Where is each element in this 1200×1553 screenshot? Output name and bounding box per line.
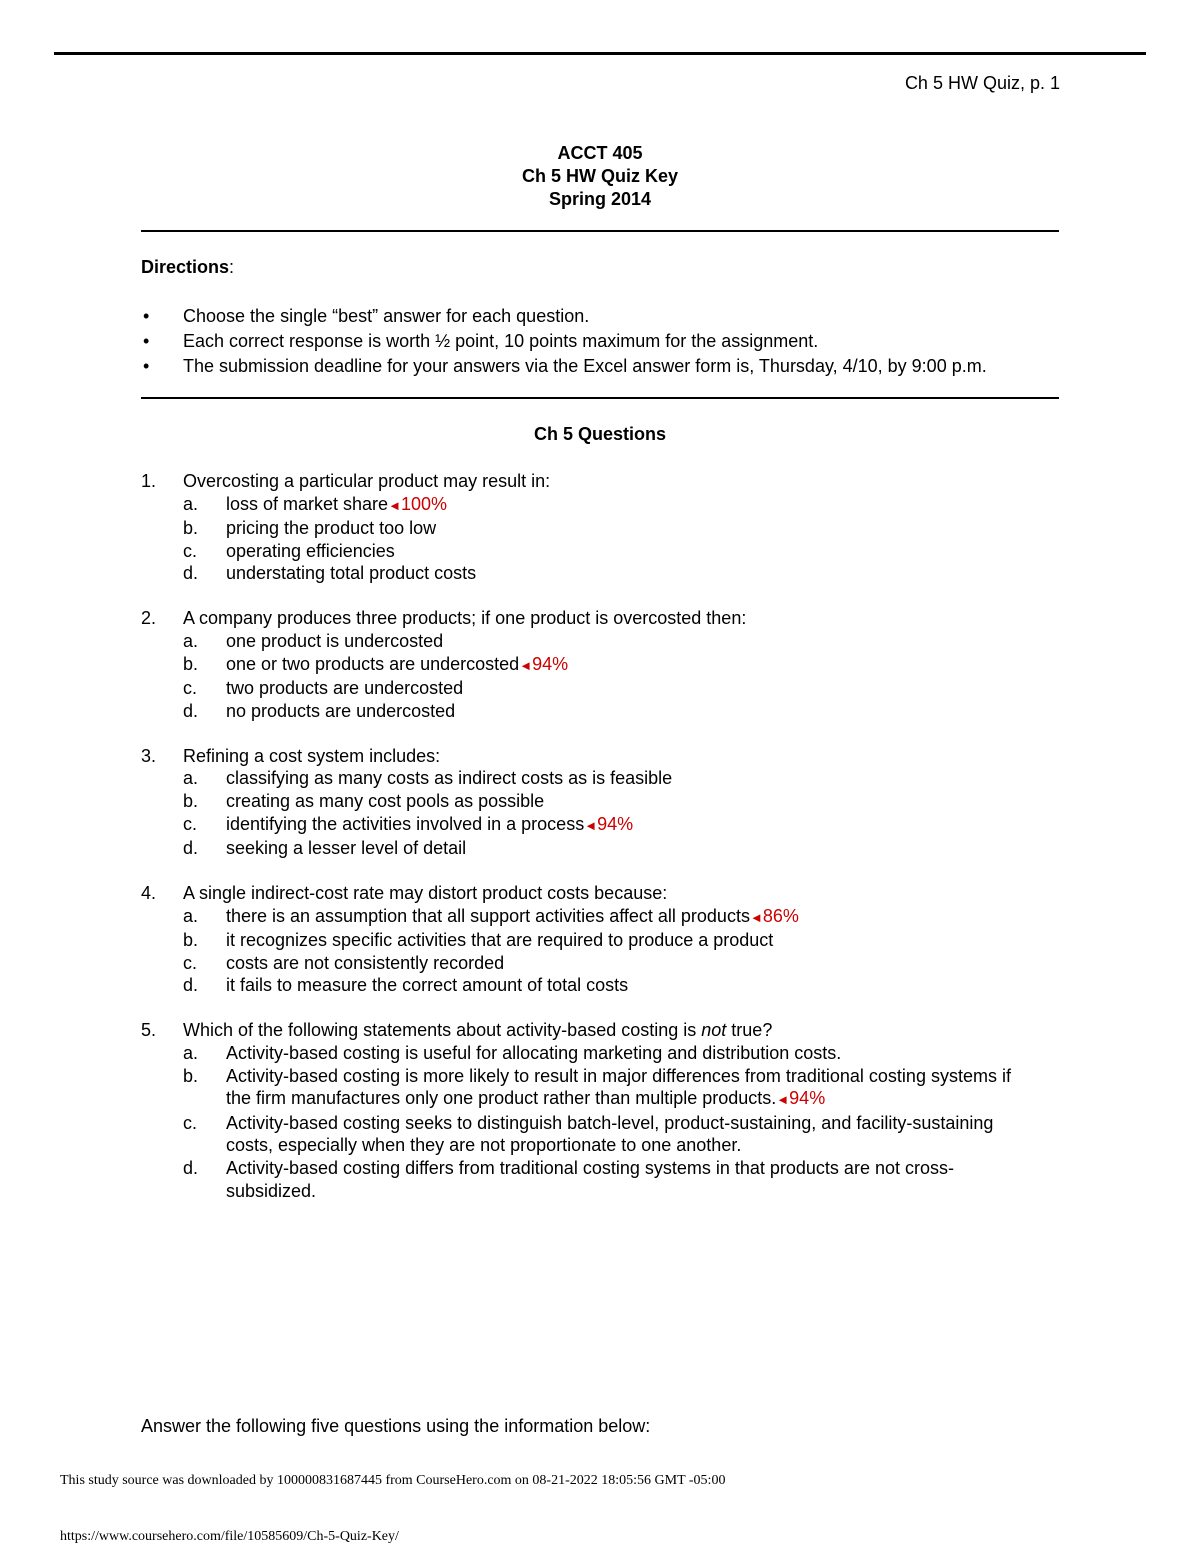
question: 5. Which of the following statements about activity-based costing is not true? a. Activity-based costing is useful for allocating marketing and distribution costs. b. Activity-based costing is more likely to result in major differences from traditional costing systems if the firm manufactures only one product rather than multiple products.◄94% c. Activity-based costing seeks to distinguish batch-level, product-sustaining, and facility-sustaining costs, especially when they are not proportionate to one another. d. Activity-based costing differs from traditional costing systems in that products are not cross-subsidized. [141, 1019, 1021, 1202]
bullet-icon: • [143, 306, 150, 326]
answer-option: d. it fails to measure the correct amount of total costs [183, 975, 629, 996]
section-title: Ch 5 Questions [533, 424, 667, 444]
answer-option: a. classifying as many costs as indirect costs as is feasible [183, 768, 673, 789]
answer-option: a. Activity-based costing is useful for allocating marketing and distribution costs. [183, 1043, 842, 1064]
course-code: ACCT 405 [557, 143, 643, 163]
question: 3. Refining a cost system includes: a. classifying as many costs as indirect costs as is feasible b. creating as many cost pools as possible c. identifying the activities involved in a process◄94% d. seeking a lesser level of detail [141, 745, 1021, 860]
directions-list [141, 304, 1071, 379]
correct-answer-marker: ◄94% [776, 1088, 826, 1109]
answer-option: c. Activity-based costing seeks to distinguish batch-level, product-sustaining, and facility-sustaining costs, especially when they are not proportionate to one another. [183, 1112, 994, 1156]
question-text: Overcosting a particular product may result in: [183, 471, 551, 491]
left-pointer-icon: ◄ [749, 909, 763, 925]
answer-option: a. loss of market share◄100% [183, 493, 447, 514]
answer-option: d. understating total product costs [183, 563, 477, 584]
answer-option: a. one product is undercosted [183, 630, 444, 651]
bullet-icon: • [143, 356, 150, 376]
instructions-footer: Answer the following five questions using the information below: [141, 1416, 651, 1436]
answer-option: a. there is an assumption that all support activities affect all products◄86% [183, 905, 799, 926]
answer-option: b. one or two products are undercosted◄94% [183, 653, 569, 674]
answer-option: d. Activity-based costing differs from traditional costing systems in that products are not cross-subsidized. [183, 1158, 954, 1201]
question-text: A company produces three products; if one product is overcosted then: [183, 608, 747, 629]
answer-option: d. seeking a lesser level of detail [183, 838, 467, 859]
answer-option: c. costs are not consistently recorded [183, 952, 505, 973]
correct-answer-marker: ◄94% [519, 653, 569, 674]
top-rule [54, 52, 1146, 55]
question: 2. A company produces three products; if one product is overcosted then: a. one product is undercosted b. one or two products are undercosted◄94% c. two products are undercosted d. no products are undercosted [141, 607, 1021, 722]
question-text: Which of the following statements about activity-based costing is not true? [183, 1020, 773, 1041]
answer-option: d. no products are undercosted [183, 700, 456, 721]
divider [141, 230, 1059, 232]
download-watermark: This study source was downloaded by 100000831687445 from CourseHero.com on 08-21-2022 18:05:56 GMT -05:00 [60, 1473, 726, 1488]
question-text: A single indirect-cost rate may distort product costs because: [183, 883, 668, 904]
correct-answer-marker: ◄86% [749, 905, 799, 926]
answer-option: c. identifying the activities involved in a process◄94% [183, 813, 634, 834]
answer-option: b. pricing the product too low [183, 518, 437, 539]
directions-heading: Directions: [141, 257, 235, 277]
source-url-link[interactable]: https://www.coursehero.com/file/10585609/Ch-5-Quiz-Key/ [60, 1529, 399, 1544]
answer-option: c. operating efficiencies [183, 540, 395, 561]
question: 1. Overcosting a particular product may result in: a. loss of market share◄100% b. pricing the product too low c. operating efficiencies d. understating total product costs [141, 470, 1021, 585]
answer-option: b. Activity-based costing is more likely to result in major differences from traditional costing systems if the firm manufactures only one product rather than multiple products.◄94% [183, 1065, 1011, 1109]
left-pointer-icon: ◄ [776, 1092, 790, 1108]
answer-option: b. creating as many cost pools as possible [183, 790, 545, 811]
bullet-icon: • [143, 331, 150, 351]
correct-answer-marker: ◄100% [388, 493, 447, 514]
question: 4. A single indirect-cost rate may distort product costs because: a. there is an assumption that all support activities affect all products◄86% b. it recognizes specific activities that are required to produce a product c. costs are not consistently recorded d. it fails to measure the correct amount of total costs [141, 882, 1021, 997]
quiz-name: Ch 5 HW Quiz Key [521, 166, 678, 186]
answer-option: c. two products are undercosted [183, 678, 464, 699]
answer-option: b. it recognizes specific activities that are required to produce a product [183, 930, 774, 951]
divider [141, 397, 1059, 399]
left-pointer-icon: ◄ [519, 657, 533, 673]
page-label: Ch 5 HW Quiz, p. 1 [904, 73, 1060, 93]
directions-item: • The submission deadline for your answers via the Excel answer form is, Thursday, 4/10, by 9:00 p.m. [141, 354, 1071, 379]
directions-item: • Choose the single “best” answer for each question. [141, 304, 1071, 329]
term: Spring 2014 [548, 189, 652, 209]
directions-item: • Each correct response is worth ½ point, 10 points maximum for the assignment. [141, 329, 1071, 354]
question-list [141, 470, 1021, 1225]
left-pointer-icon: ◄ [584, 817, 598, 833]
correct-answer-marker: ◄94% [584, 813, 634, 834]
left-pointer-icon: ◄ [388, 497, 401, 513]
question-text: Refining a cost system includes: [183, 745, 441, 766]
document-title [0, 142, 1200, 211]
